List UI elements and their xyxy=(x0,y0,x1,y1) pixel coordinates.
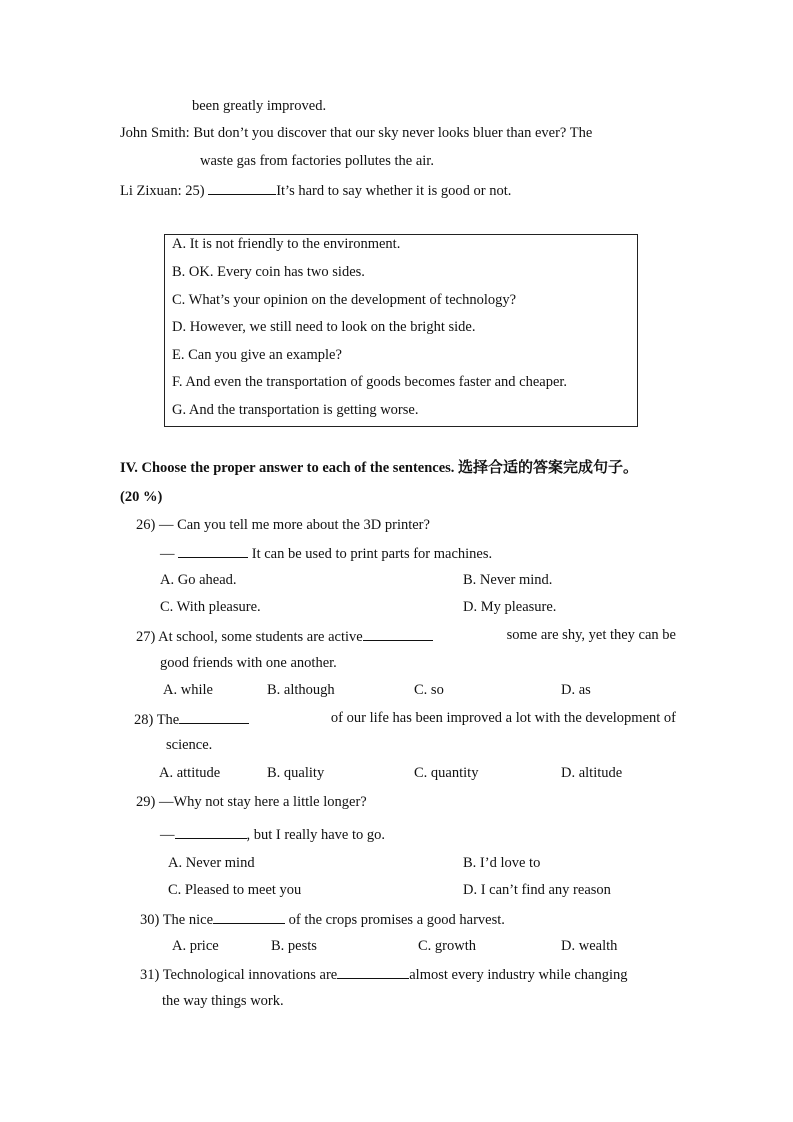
option-d: D. However, we still need to look on the bright side. xyxy=(172,319,476,335)
q29-option-c[interactable]: C. Pleased to meet you xyxy=(168,882,302,898)
answer-blank-28[interactable] xyxy=(179,709,249,724)
option-f: F. And even the transportation of goods becomes faster and cheaper. xyxy=(172,374,568,390)
answer-blank-31[interactable] xyxy=(337,964,409,979)
stem-text: some are shy, yet they can be xyxy=(506,627,676,643)
reply-text: It can be used to print parts for machines. xyxy=(251,546,493,562)
q27-option-a[interactable]: A. while xyxy=(163,682,213,698)
answer-blank-30[interactable] xyxy=(213,909,285,924)
question-28-stem-line2: science. xyxy=(166,737,213,753)
section-title-en: IV. Choose the proper answer to each of the sentences. xyxy=(120,460,455,476)
question-30-stem xyxy=(140,909,505,929)
stem-text: 31) Technological innovations are xyxy=(140,967,338,983)
q28-option-b[interactable]: B. quality xyxy=(267,765,325,781)
q30-option-b[interactable]: B. pests xyxy=(271,938,317,954)
q30-option-a[interactable]: A. price xyxy=(172,938,219,954)
q30-option-d[interactable]: D. wealth xyxy=(561,938,618,954)
q26-option-c[interactable]: C. With pleasure. xyxy=(160,599,261,615)
dialogue-line: John Smith: But don’t you discover that our sky never looks bluer than ever? The xyxy=(120,125,593,141)
q29-option-d[interactable]: D. I can’t find any reason xyxy=(463,882,611,898)
q26-option-d[interactable]: D. My pleasure. xyxy=(463,599,557,615)
question-29-reply xyxy=(160,824,385,844)
stem-text: 27) At school, some students are active xyxy=(136,629,363,645)
reply-text: , but I really have to go. xyxy=(246,827,386,843)
q27-option-d[interactable]: D. as xyxy=(561,682,591,698)
answer-blank-29[interactable] xyxy=(175,824,247,839)
dialogue-line-25 xyxy=(120,180,511,200)
question-28-stem xyxy=(134,709,676,729)
stem-text: 28) The xyxy=(134,712,180,728)
option-c: C. What’s your opinion on the development of technology? xyxy=(172,292,517,308)
answer-blank-25[interactable] xyxy=(208,180,276,195)
reply-dash: — xyxy=(160,827,175,843)
option-e: E. Can you give an example? xyxy=(172,347,342,363)
q28-option-d[interactable]: D. altitude xyxy=(561,765,623,781)
stem-text: almost every industry while changing xyxy=(409,967,628,983)
question-26-reply xyxy=(160,543,492,563)
section-points: (20 %) xyxy=(120,489,163,505)
q26-option-a[interactable]: A. Go ahead. xyxy=(160,572,237,588)
answer-blank-27[interactable] xyxy=(363,626,433,641)
q29-option-a[interactable]: A. Never mind xyxy=(168,855,255,871)
question-26-stem: 26) — Can you tell me more about the 3D printer? xyxy=(136,517,430,533)
q28-option-c[interactable]: C. quantity xyxy=(414,765,479,781)
q30-option-c[interactable]: C. growth xyxy=(418,938,476,954)
q26-option-b[interactable]: B. Never mind. xyxy=(463,572,553,588)
reply-dash: — xyxy=(160,546,175,562)
section-title-cn: 选择合适的答案完成句子。 xyxy=(458,458,639,476)
question-31-stem-line2: the way things work. xyxy=(162,993,284,1009)
q27-option-c[interactable]: C. so xyxy=(414,682,444,698)
q29-option-b[interactable]: B. I’d love to xyxy=(463,855,541,871)
option-b: B. OK. Every coin has two sides. xyxy=(172,264,365,280)
stem-text: of the crops promises a good harvest. xyxy=(288,912,505,928)
answer-blank-26[interactable] xyxy=(178,543,248,558)
dialogue-line: been greatly improved. xyxy=(192,98,327,114)
q27-option-b[interactable]: B. although xyxy=(267,682,335,698)
dialogue-line: waste gas from factories pollutes the air. xyxy=(200,153,434,169)
question-29-stem: 29) —Why not stay here a little longer? xyxy=(136,794,367,810)
q28-option-a[interactable]: A. attitude xyxy=(159,765,221,781)
option-g: G. And the transportation is getting worse. xyxy=(172,402,419,418)
dialogue-text: It’s hard to say whether it is good or not. xyxy=(276,183,512,199)
option-a: A. It is not friendly to the environment. xyxy=(172,236,401,252)
question-27-stem-line2: good friends with one another. xyxy=(160,655,337,671)
dialogue-speaker: Li Zixuan: 25) xyxy=(120,183,205,199)
section-title xyxy=(120,458,638,477)
question-27-stem xyxy=(136,626,676,646)
question-31-stem xyxy=(140,964,628,984)
stem-text: 30) The nice xyxy=(140,912,214,928)
stem-text: of our life has been improved a lot with the development of xyxy=(330,710,676,726)
